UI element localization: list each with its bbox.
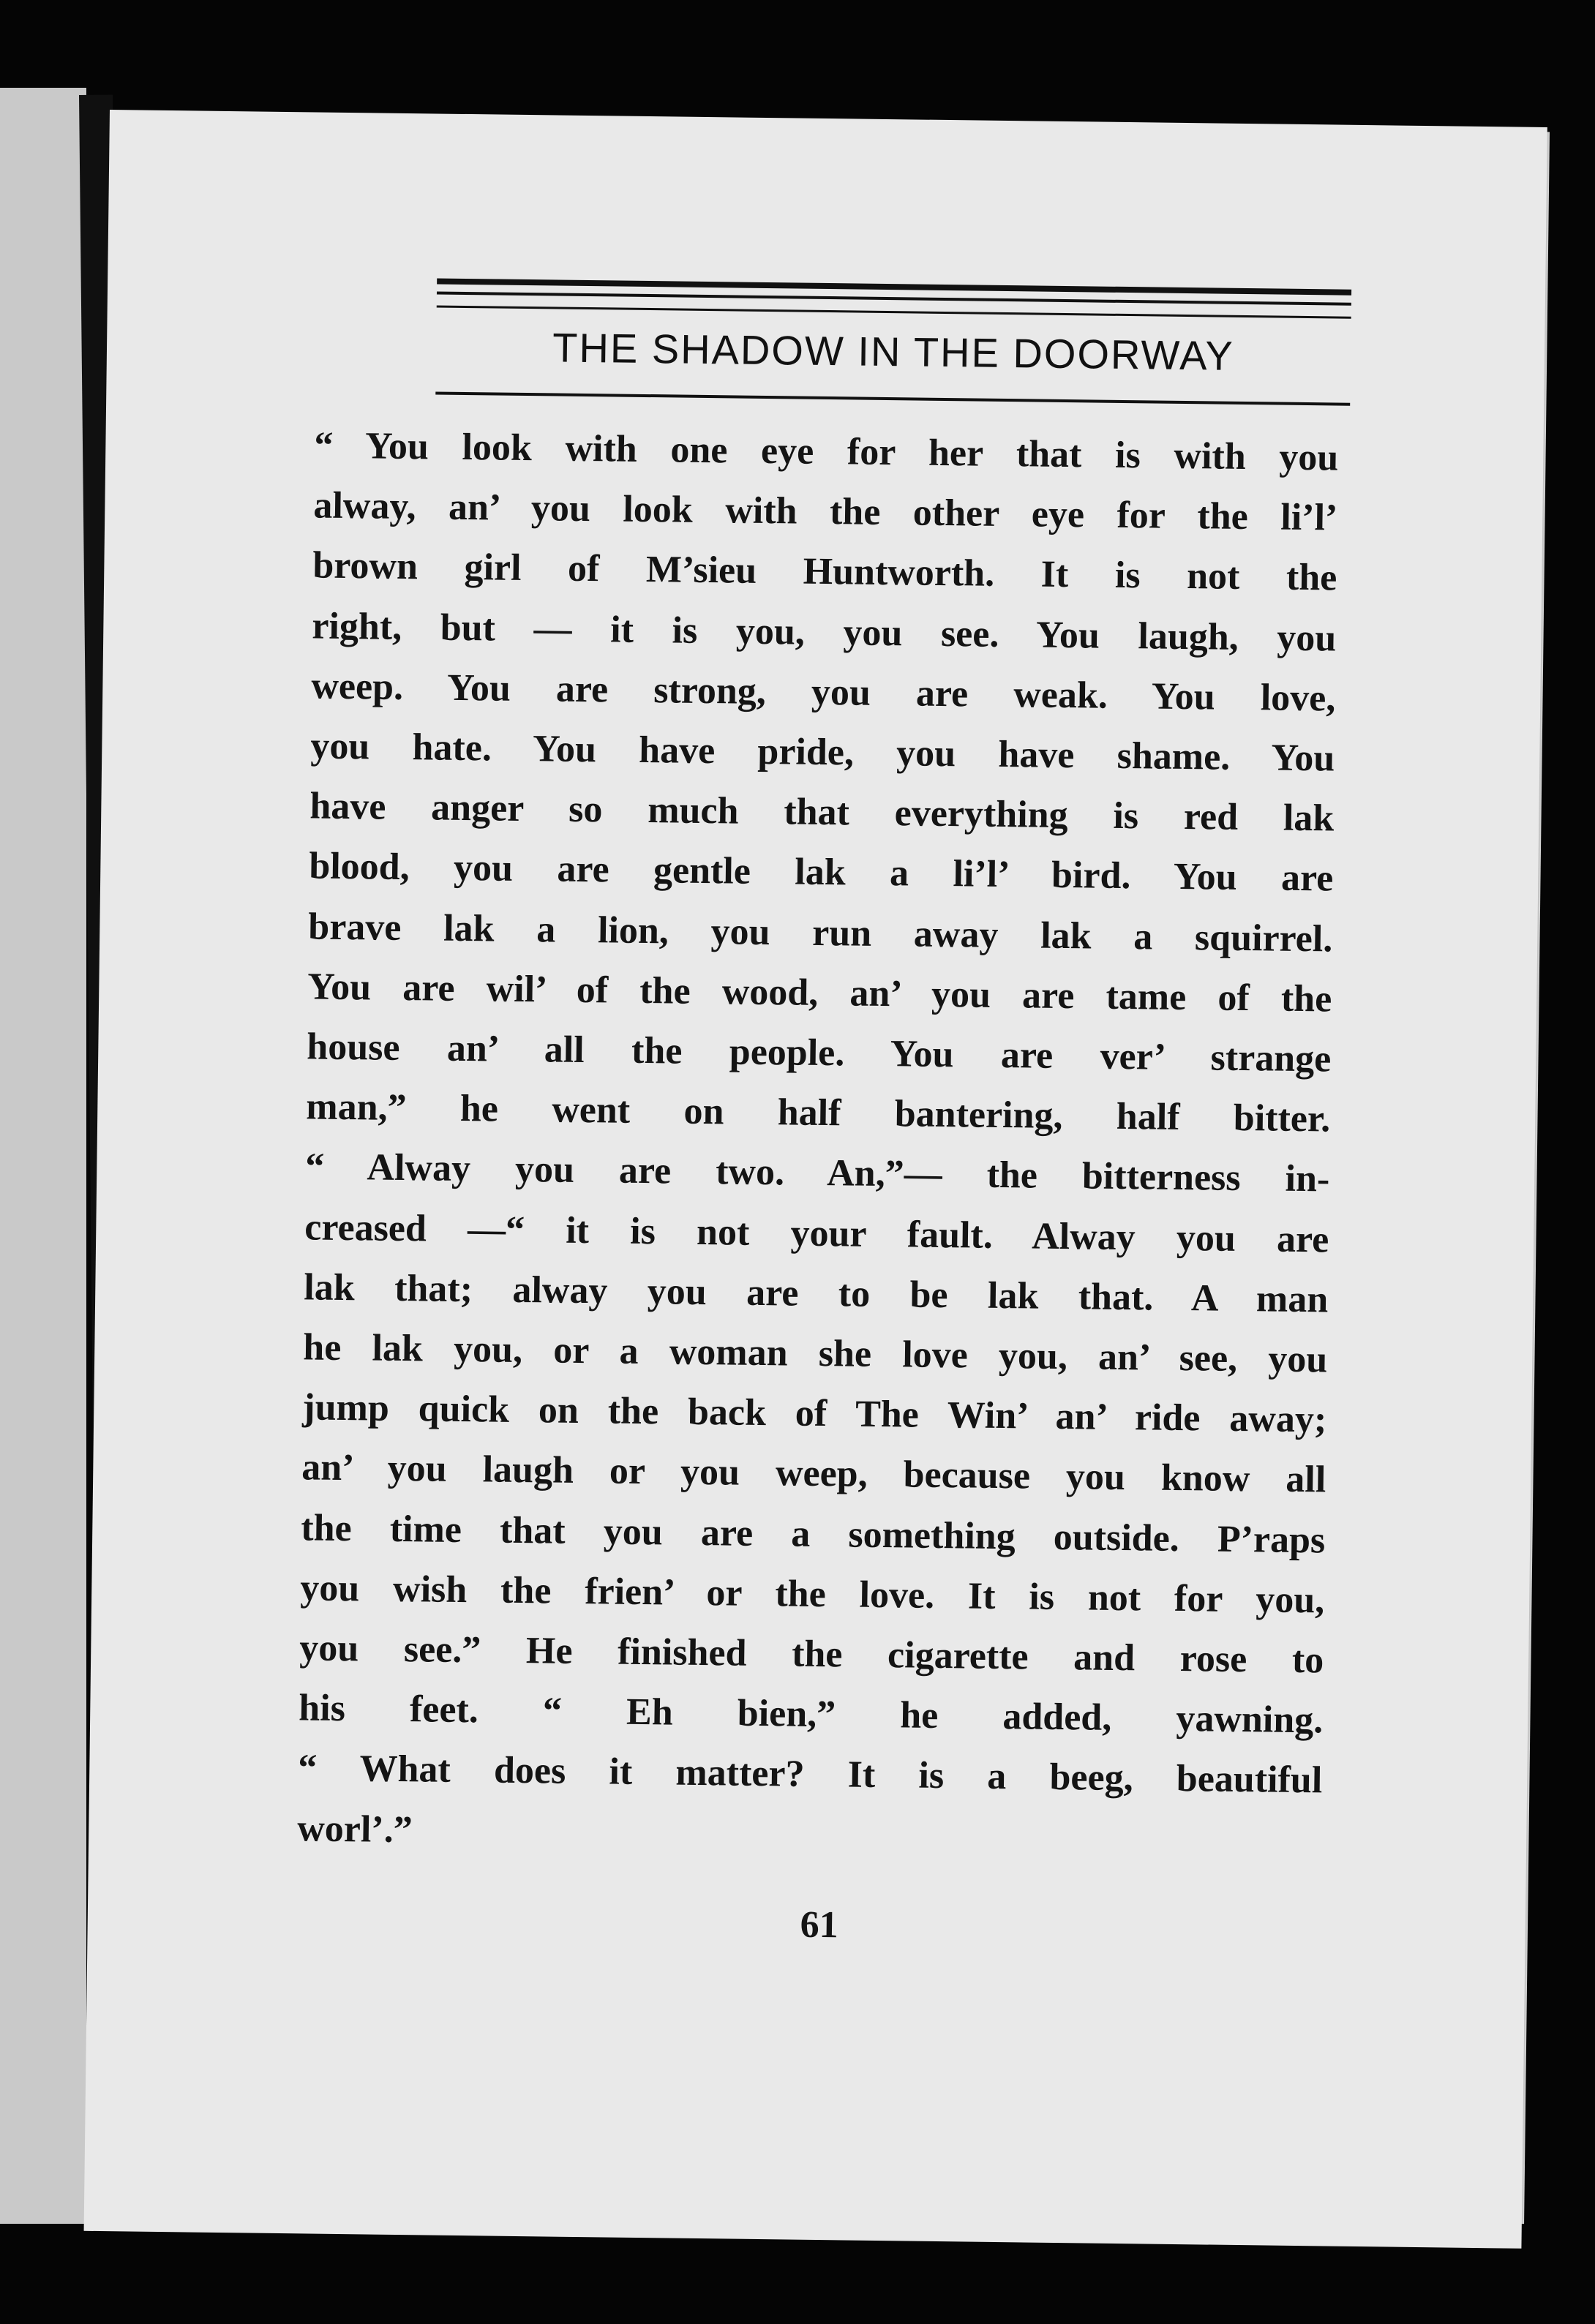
header-rule-thin: [437, 305, 1351, 318]
text-line: right, but — it is you, you see. You laugh, you: [312, 605, 1337, 660]
text-line: the time that you are a something outside. P’raps: [300, 1506, 1326, 1562]
text-line: brave lak a lion, you run away lak a squirrel.: [308, 906, 1333, 960]
text-line: “ Alway you are two. An,”— the bitterness in-: [305, 1146, 1330, 1200]
text-line: an’ you laugh or you weep, because you know all: [301, 1446, 1326, 1501]
text-line: you wish the frien’ or the love. It is not for you,: [299, 1567, 1325, 1622]
text-line: “ You look with one eye for her that is with you: [314, 424, 1339, 479]
text-line: weep. You are strong, you are weak. You love,: [311, 665, 1336, 720]
text-line: you see.” He finished the cigarette and rose to: [299, 1627, 1324, 1682]
text-line: “ What does it matter? It is a beeg, beautiful: [297, 1747, 1323, 1802]
page-number: 61: [800, 1903, 839, 1947]
text-line: You are wil’ of the wood, an’ you are tame of the: [307, 966, 1332, 1020]
text-line: you hate. You have pride, you have shame. You: [310, 725, 1335, 780]
book-page: [84, 110, 1547, 2249]
text-line: his feet. “ Eh bien,” he added, yawning.: [298, 1687, 1324, 1742]
running-head: THE SHADOW IN THE DOORWAY: [552, 324, 1235, 379]
text-line: man,” he went on half bantering, half bitter.: [306, 1086, 1331, 1140]
text-line: blood, you are gentle lak a li’l’ bird. You are: [309, 845, 1334, 900]
text-line: worl’.”: [296, 1807, 413, 1851]
text-line: brown girl of M’sieu Huntworth. It is not the: [312, 544, 1337, 599]
text-line: house an’ all the people. You are ver’ strange: [307, 1026, 1332, 1080]
text-line: alway, an’ you look with the other eye for the li’l’: [313, 484, 1338, 539]
text-line: have anger so much that everything is red lak: [309, 785, 1335, 840]
header-underline: [435, 391, 1350, 405]
text-line: lak that; alway you are to be lak that. A man: [304, 1266, 1329, 1321]
text-line: he lak you, or a woman she love you, an’ see, you: [303, 1326, 1328, 1381]
body-text: [297, 415, 1339, 1871]
text-line: jump quick on the back of The Win’ an’ ride away;: [301, 1386, 1327, 1441]
text-line: creased —“ it is not your fault. Alway you are: [304, 1206, 1329, 1261]
facing-page-edge: [0, 88, 86, 2224]
